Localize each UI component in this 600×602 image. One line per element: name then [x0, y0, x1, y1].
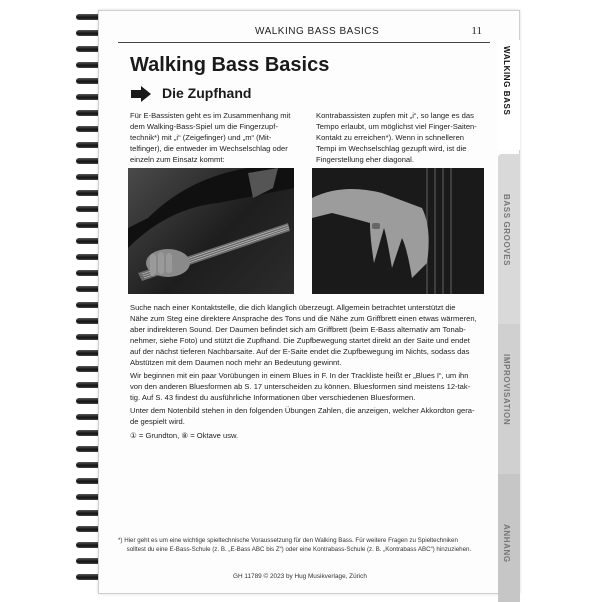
- copyright-footer: GH 11789 © 2023 by Hug Musikverlage, Zürich: [233, 573, 367, 580]
- text-line: technik*) mit „i“ (Zeigefinger) und „m“ (Mit-: [130, 133, 272, 142]
- text-line: telfinger), die entweder im Wechselschlag oder: [130, 144, 288, 153]
- text-line: von den anderen Bluesformen ab S. 17 unterscheiden zu können. Bluesformen sind meistens 12-tak-: [130, 382, 471, 391]
- text-line: tig. Auf S. 43 findest du ausführliche Informationen über verschiedenen Bluesformen.: [130, 393, 416, 402]
- text-line: nehmer, siehe Foto) und stützt die Zupfhand. Die Zupfbewegung startet direkt an der Saite und endet: [130, 336, 470, 345]
- text-line: Fingerstellung eher diagonal.: [316, 155, 414, 164]
- tab-label: IMPROVISATION: [502, 354, 511, 426]
- intro-left-column: [130, 110, 300, 165]
- section-title: Die Zupfhand: [162, 85, 252, 101]
- paragraph: [130, 370, 492, 403]
- tab-label: BASS GROOVES: [502, 194, 511, 267]
- tab-improvisation[interactable]: [498, 324, 520, 474]
- text-line: Tempi im Wechselschlag gezupft wird, ist die: [316, 144, 467, 153]
- text-line: einzeln zum Einsatz kommt:: [130, 155, 225, 164]
- body-text: [130, 302, 492, 441]
- chapter-title: Walking Bass Basics: [130, 54, 330, 76]
- intro-right-column: [316, 110, 492, 165]
- tab-walking-bass[interactable]: [498, 40, 520, 150]
- text-line: Tempo erlaubt, um möglichst viel Finger-Saiten-: [316, 122, 477, 131]
- electric-bass-photo: [128, 168, 294, 294]
- arrow-right-icon: [130, 85, 152, 103]
- text-line: Für E-Bassisten geht es im Zusammenhang mit: [130, 111, 291, 120]
- paragraph: [130, 405, 492, 427]
- page-number: 11: [471, 25, 482, 37]
- double-bass-photo: [312, 168, 484, 294]
- text-line: aber indirekteren Sound. Der Daumen befindet sich am Griffbrett (beim E-Bass alternativ am Tonab-: [130, 325, 466, 334]
- footnote-line: *) Hier geht es um eine wichtige spieltechnische Voraussetzung für den Walking Bass. Für weitere Fragen zu Spieltechniken: [118, 537, 458, 544]
- running-header: [100, 22, 490, 42]
- text-line: de gespielt wird.: [130, 417, 185, 426]
- text-line: Nähe zum Steg eine direktere Ansprache des Tons und die Nähe zum Griffbrett einen etwas wärmeren,: [130, 314, 477, 323]
- text-line: Kontakt zu erreichen*). Wenn in schnelleren: [316, 133, 465, 142]
- paragraph: [130, 302, 492, 368]
- degree-legend: ① = Grundton, ⑧ = Oktave usw.: [130, 431, 239, 440]
- text-line: Unter dem Notenbild stehen in den folgenden Übungen Zahlen, die anzeigen, welcher Akkordton gera-: [130, 406, 475, 415]
- footnote: [118, 536, 498, 554]
- tab-bass-grooves[interactable]: [498, 154, 520, 324]
- tab-label: WALKING BASS: [502, 46, 511, 116]
- tab-anhang[interactable]: [498, 474, 520, 602]
- text-line: auf der nächst tieferen Nachbarsaite. Auf der E-Saite endet die Zupfbewegung im Nichts, sodass das: [130, 347, 470, 356]
- header-divider: [118, 42, 490, 43]
- text-line: Abstützen mit dem Daumen noch mehr an Bedeutung gewinnt.: [130, 358, 342, 367]
- tab-label: ANHANG: [502, 524, 511, 563]
- chapter-tabs: [498, 10, 520, 592]
- header-title: WALKING BASS BASICS: [255, 26, 380, 37]
- text-line: Suche nach einer Kontaktstelle, die dich klanglich überzeugt. Allgemein betrachtet unterstützt die: [130, 303, 456, 312]
- footnote-line: solltest du eine E-Bass-Schule (z. B. „E-Bass ABC bis Z“) oder eine Kontrabass-Schule (z. B. „Kontrabass ABC“) hinzuziehen.: [118, 546, 472, 553]
- text-line: Kontrabassisten zupfen mit „i“, so lange es das: [316, 111, 474, 120]
- text-line: dem Walking-Bass-Spiel um die Fingerzupf-: [130, 122, 278, 131]
- text-line: Wir beginnen mit ein paar Vorübungen in einem Blues in F. In der Trackliste heißt er „Blues I“, um ihn: [130, 371, 469, 380]
